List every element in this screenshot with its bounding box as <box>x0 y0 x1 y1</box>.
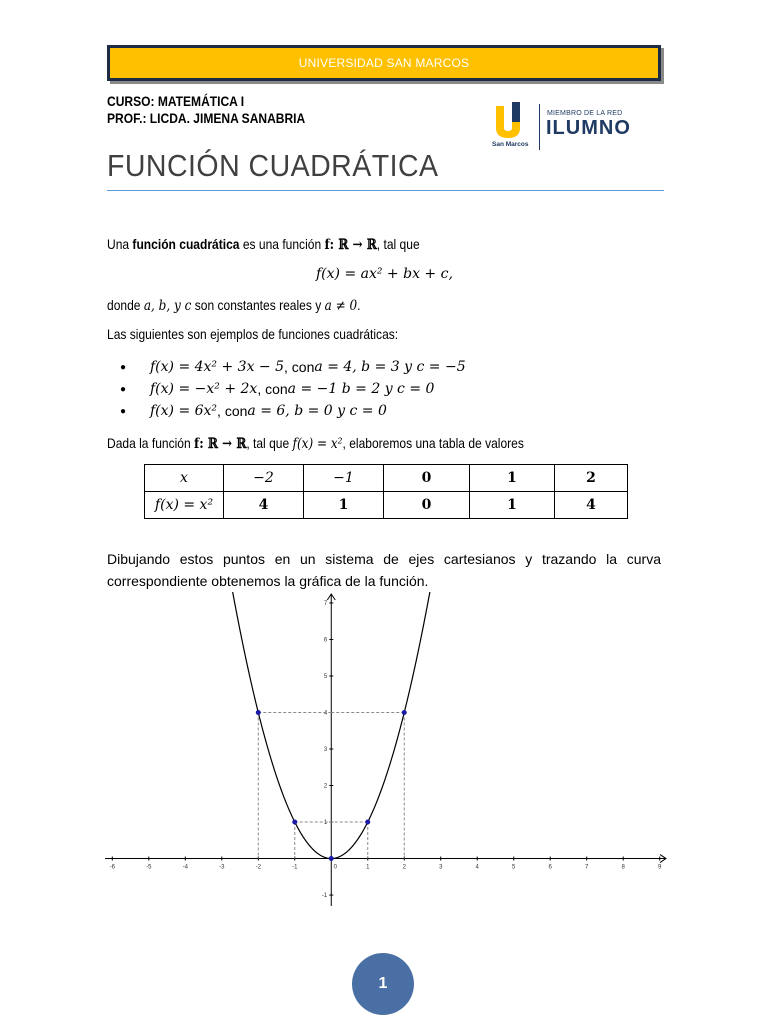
constants-text: . <box>357 297 361 313</box>
table-intro-text: , tal que <box>246 435 293 451</box>
list-item <box>112 356 466 378</box>
example-text: , con <box>217 403 248 419</box>
constants-names: a, b, y c <box>143 298 192 314</box>
page-number: 1 <box>352 953 414 1015</box>
x-tick-label: -4 <box>182 864 188 871</box>
x-tick-label: 0 <box>333 864 337 871</box>
table-cell: 4 <box>224 492 304 519</box>
table-cell: 2 <box>555 465 628 492</box>
example-function: f(x) = 6x² <box>150 403 218 419</box>
table-cell: 0 <box>384 465 470 492</box>
table-cell: 0 <box>384 492 470 519</box>
x-tick-label: -3 <box>219 864 225 871</box>
x-tick-label: -6 <box>109 864 115 871</box>
constants-condition: a ≠ 0 <box>324 298 358 314</box>
x-tick-label: 6 <box>548 864 552 871</box>
y-tick-label: 1 <box>323 820 328 827</box>
constants-text: son constantes reales y <box>191 297 325 313</box>
parabola-graph <box>105 592 667 906</box>
definition-text: , tal que <box>376 236 420 252</box>
x-tick-label: -1 <box>292 864 298 871</box>
table-row <box>145 492 628 519</box>
definition-line <box>107 236 420 253</box>
x-tick-label: 3 <box>439 864 443 871</box>
logo-divider <box>539 104 540 150</box>
definition-text: Una <box>107 236 133 252</box>
graph-intro: Dibujando estos puntos en un sistema de ejes cartesianos y trazando la curva correspondiente obtenemos la gráfica de la función. <box>107 551 661 589</box>
x-tick-label: 8 <box>621 864 625 871</box>
y-tick-label: 4 <box>323 710 328 717</box>
bullet-icon: ● <box>120 405 127 417</box>
y-tick-label: 5 <box>323 673 328 680</box>
table-header-x: x <box>145 465 224 492</box>
x-tick-label: 5 <box>512 864 516 871</box>
table-cell: −2 <box>224 465 304 492</box>
course-name: CURSO: MATEMÁTICA I <box>107 93 245 109</box>
y-tick-label: 2 <box>323 783 328 790</box>
table-function: f(x) = x² <box>292 436 343 452</box>
example-text: , con <box>284 359 315 375</box>
title-divider <box>107 190 664 191</box>
example-function: f(x) = 4x² + 3x − 5 <box>150 359 285 375</box>
data-point <box>402 710 407 715</box>
institution-name: UNIVERSIDAD SAN MARCOS <box>298 56 470 70</box>
definition-text: es una función <box>239 236 325 252</box>
general-formula: f(x) = ax² + bx + c, <box>316 266 453 282</box>
function-signature: f: ℝ → ℝ <box>194 436 247 452</box>
examples-list <box>112 356 466 422</box>
example-coefficients: a = 4, b = 3 y c = −5 <box>314 359 466 375</box>
constants-line <box>107 297 361 314</box>
y-tick-label: 3 <box>323 747 328 753</box>
x-tick-label: -2 <box>255 864 261 871</box>
function-signature: f: ℝ → ℝ <box>324 237 377 253</box>
bullet-icon: ● <box>120 361 127 373</box>
table-cell: 1 <box>470 492 555 519</box>
x-tick-label: 9 <box>658 864 662 871</box>
logo-network-name: ILUMNO <box>546 117 631 139</box>
list-item <box>112 400 466 422</box>
table-cell: 1 <box>470 465 555 492</box>
table-header-fx: f(x) = x² <box>145 492 224 519</box>
example-function: f(x) = −x² + 2x <box>150 381 258 397</box>
y-tick-label: -1 <box>321 893 328 900</box>
example-coefficients: a = 6, b = 0 y c = 0 <box>247 403 387 419</box>
example-text: , con <box>257 381 288 397</box>
x-tick-label: -5 <box>146 864 152 871</box>
logo-network-label: MIEMBRO DE LA RED <box>547 110 623 117</box>
x-tick-label: 7 <box>585 864 589 871</box>
table-cell: 4 <box>555 492 628 519</box>
course-info <box>107 93 305 127</box>
professor-name: PROF.: LICDA. JIMENA SANABRIA <box>107 110 306 126</box>
table-cell: −1 <box>304 465 384 492</box>
definition-term: función cuadrática <box>132 236 240 252</box>
institution-banner <box>107 45 661 81</box>
example-coefficients: a = −1 b = 2 y c = 0 <box>287 381 435 397</box>
table-intro-text: , elaboremos una tabla de valores <box>342 435 524 451</box>
logo-brand-text: San Marcos <box>492 141 529 148</box>
data-point <box>256 710 261 715</box>
table-intro-text: Dada la función <box>107 435 195 451</box>
data-point <box>329 856 334 861</box>
y-tick-label: 7 <box>323 600 328 607</box>
y-tick-label: 6 <box>323 637 328 644</box>
bullet-icon: ● <box>120 383 127 395</box>
x-tick-label: 1 <box>366 864 370 871</box>
table-cell: 1 <box>304 492 384 519</box>
examples-intro: Las siguientes son ejemplos de funciones cuadráticas: <box>107 326 399 342</box>
table-intro <box>107 435 524 452</box>
constants-text: donde <box>107 297 144 313</box>
values-table <box>144 464 628 519</box>
data-point <box>292 820 297 825</box>
page-title: FUNCIÓN CUADRÁTICA <box>107 148 439 183</box>
data-point <box>365 820 370 825</box>
x-tick-label: 4 <box>475 864 479 871</box>
list-item <box>112 378 466 400</box>
x-tick-label: 2 <box>402 864 406 871</box>
table-row <box>145 465 628 492</box>
